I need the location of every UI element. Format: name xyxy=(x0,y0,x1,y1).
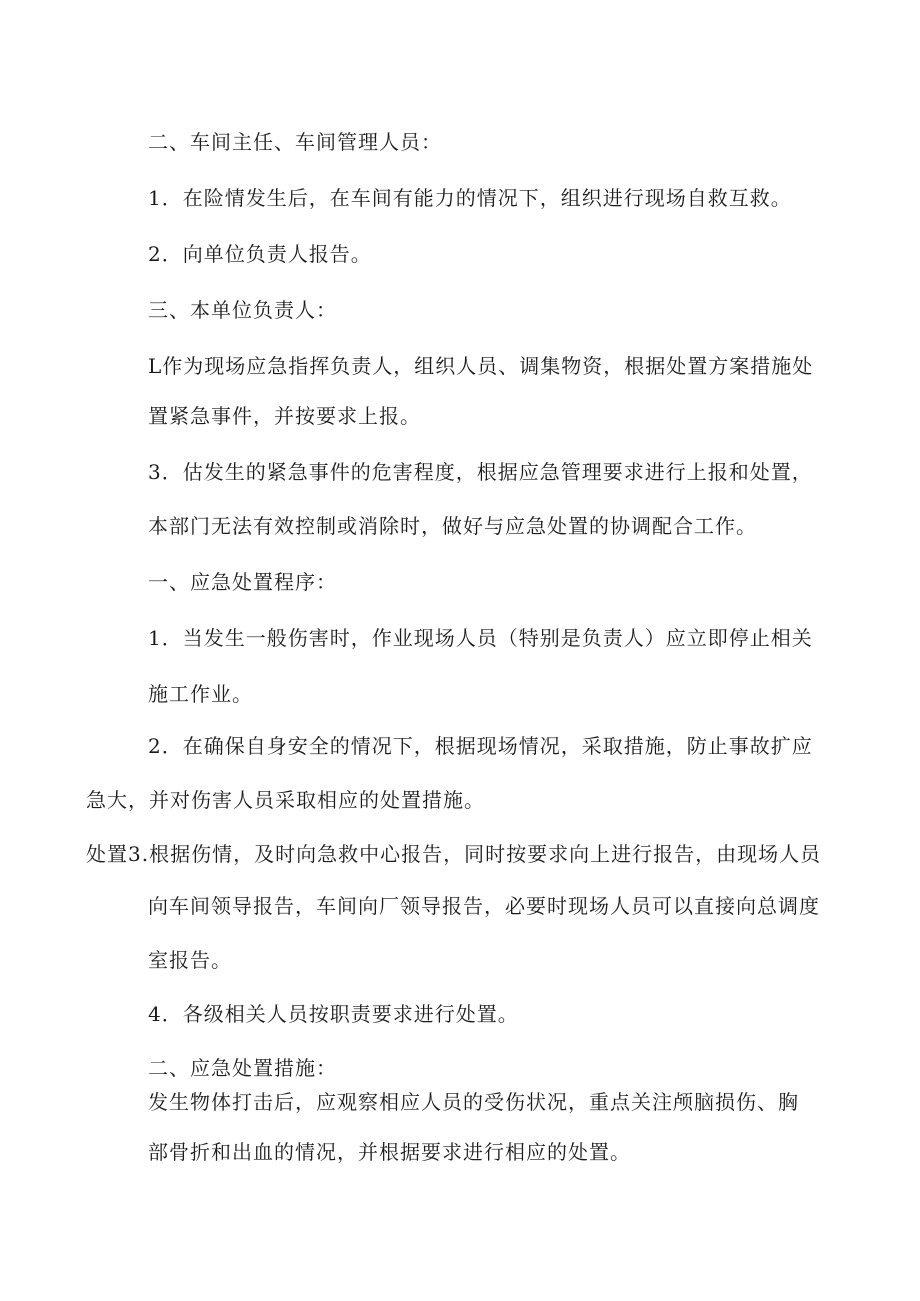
paragraph-line: 施工作业。 xyxy=(148,682,253,706)
paragraph-line: 发生物体打击后，应观察相应人员的受伤状况，重点关注颅脑损伤、胸 xyxy=(148,1090,799,1114)
paragraph-line: 2．向单位负责人报告。 xyxy=(148,242,372,266)
margin-label-line: 急大，并对伤害人员采取相应的处置措施。 xyxy=(86,788,485,812)
paragraph-line: 本部门无法有效控制或消除时，做好与应急处置的协调配合工作。 xyxy=(148,514,757,538)
paragraph-line: 室报告。 xyxy=(148,948,232,972)
paragraph-line: L作为现场应急指挥负责人，组织人员、调集物资，根据处置方案措施处 xyxy=(148,354,814,378)
paragraph-line: 部骨折和出血的情况，并根据要求进行相应的处置。 xyxy=(148,1140,631,1164)
paragraph-line: 置紧急事件，并按要求上报。 xyxy=(148,404,421,428)
heading-unit-leader: 三、本单位负责人： xyxy=(148,298,337,322)
paragraph-line: 1．在险情发生后，在车间有能力的情况下，组织进行现场自救互救。 xyxy=(148,186,792,210)
heading-emergency-measures: 二、应急处置措施： xyxy=(148,1056,337,1080)
heading-workshop-managers: 二、车间主任、车间管理人员： xyxy=(148,130,442,154)
paragraph-line: 3．估发生的紧急事件的危害程度，根据应急管理要求进行上报和处置， xyxy=(148,460,813,484)
margin-label-line: 处置3.根据伤情，及时向急救中心报告，同时按要求向上进行报告，由现场人员 xyxy=(86,842,822,866)
paragraph-line: 2．在确保自身安全的情况下，根据现场情况，采取措施，防止事故扩应 xyxy=(148,734,813,758)
paragraph-line: 1．当发生一般伤害时，作业现场人员（特别是负责人）应立即停止相关 xyxy=(148,626,813,650)
paragraph-line: 4．各级相关人员按职责要求进行处置。 xyxy=(148,1002,519,1026)
paragraph-line: 向车间领导报告，车间向厂领导报告，必要时现场人员可以直接向总调度 xyxy=(148,894,820,918)
heading-emergency-procedure: 一、应急处置程序： xyxy=(148,570,337,594)
